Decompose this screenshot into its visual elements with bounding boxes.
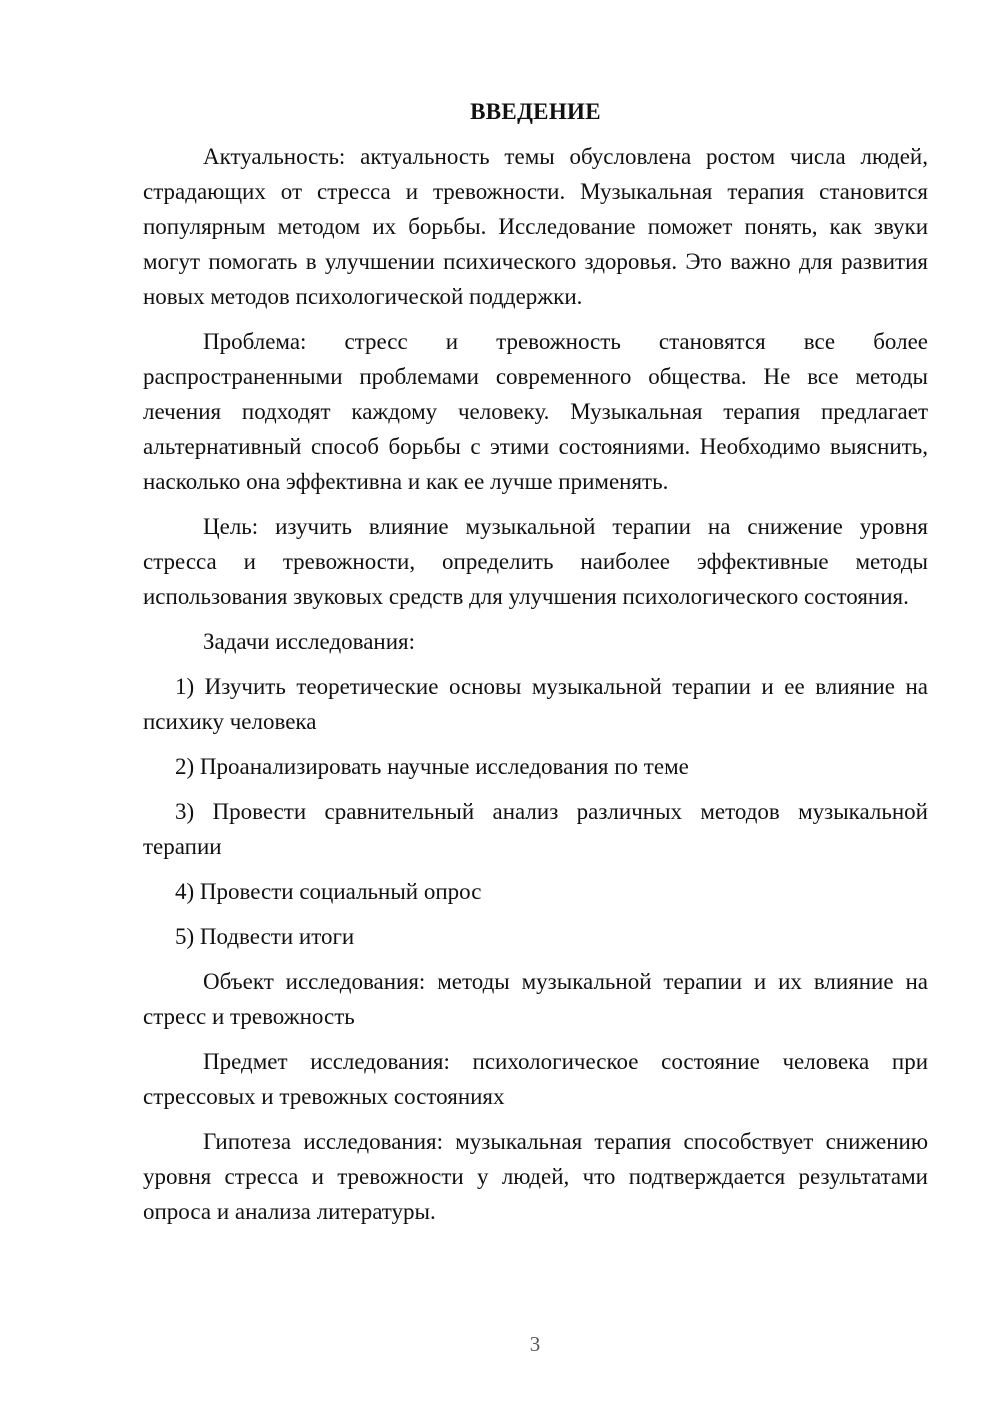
- list-item: 3) Провести сравнительный анализ различных методов музыкальной терапии: [143, 799, 928, 859]
- list-item: 2) Проанализировать научные исследования по теме: [175, 754, 689, 779]
- paragraph-object: Объект исследования: методы музыкальной терапии и их влияние на стресс и тревожность: [143, 969, 928, 1029]
- paragraph-hypothesis: Гипотеза исследования: музыкальная терапия способствует снижению уровня стресса и тревожности у людей, что подтверждается результатами опроса и анализа литературы.: [143, 1129, 928, 1224]
- page-content: [143, 94, 928, 1239]
- paragraph-problem: Проблема: стресс и тревожность становятся все более распространенными проблемами современного общества. Не все методы лечения подходят каждому человеку. Музыкальная терапия предлагает альтернативный способ борьбы с этими состояниями. Необходимо выяснить, насколько она эффективна и как ее лучше применять.: [143, 329, 928, 494]
- list-item: 5) Подвести итоги: [175, 924, 355, 949]
- paragraph-tasks-heading: Задачи исследования:: [203, 629, 416, 654]
- paragraph-relevance: Актуальность: актуальность темы обусловлена ростом числа людей, страдающих от стресса и тревожности. Музыкальная терапия становится популярным методом их борьбы. Исследование поможет понять, как звуки могут помогать в улучшении психического здоровья. Это важно для развития новых методов психологической поддержки.: [143, 144, 928, 309]
- section-title: ВВЕДЕНИЕ: [470, 99, 601, 124]
- paragraph-goal: Цель: изучить влияние музыкальной терапии на снижение уровня стресса и тревожности, определить наиболее эффективные методы использования звуковых средств для улучшения психологического состояния.: [143, 514, 928, 609]
- list-item: 1) Изучить теоретические основы музыкальной терапии и ее влияние на психику человека: [143, 674, 928, 734]
- list-item: 4) Провести социальный опрос: [175, 879, 482, 904]
- paragraph-subject: Предмет исследования: психологическое состояние человека при стрессовых и тревожных состояниях: [143, 1049, 928, 1109]
- page-number: 3: [529, 1332, 541, 1356]
